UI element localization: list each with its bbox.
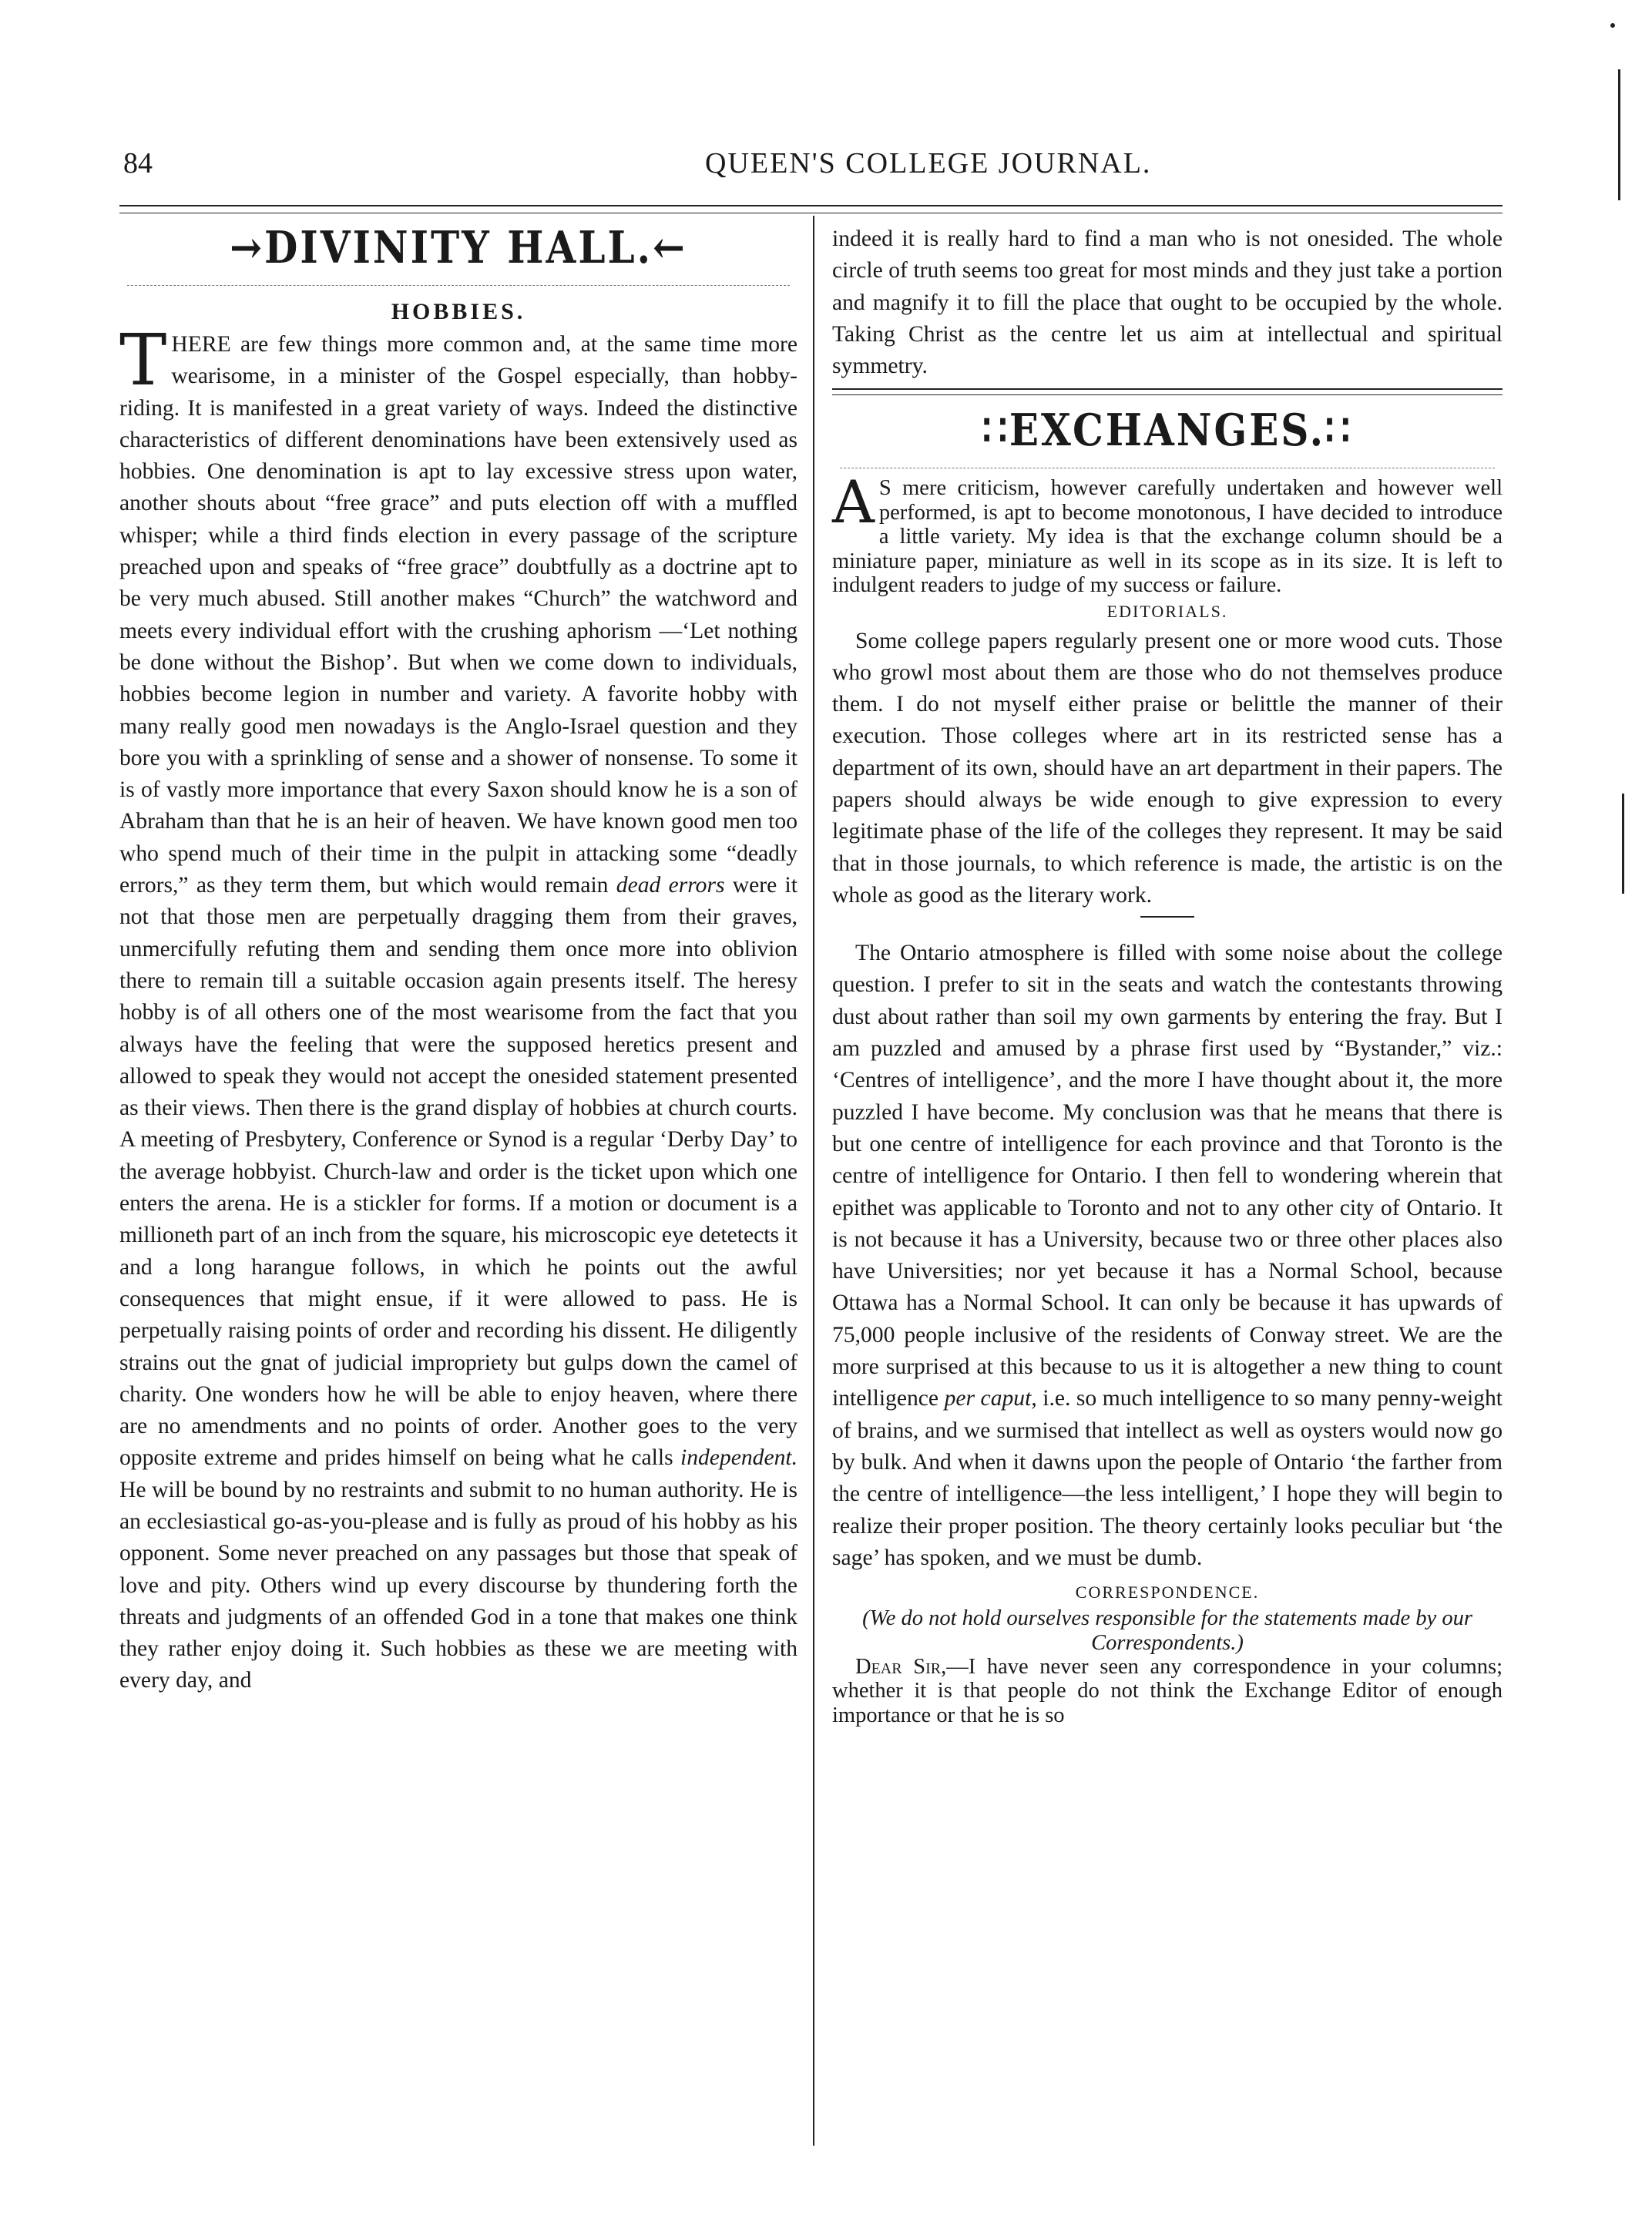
- hobbies-italic-2: independent.: [680, 1445, 797, 1471]
- hobbies-continuation: indeed it is really hard to find a man who is not onesided. The whole circle of truth seems too great for most minds and they just take a portion and magnify it to fill the place that ought to be occupied by the whole. Taking Christ as the centre let us aim at intellectual and spiritual symmetry.: [832, 227, 1503, 379]
- letter-text: —I have never seen any correspondence in your columns; whether it is that people do not think the Exchange Editor of enough importance or that he is so: [832, 1654, 1503, 1727]
- section-separator-top: [832, 388, 1503, 390]
- correspondence-heading: CORRESPONDENCE.: [1075, 1582, 1260, 1602]
- short-divider-rule: [1140, 916, 1194, 918]
- editorials-p2-italic: per caput,: [944, 1386, 1037, 1411]
- header-rule-top: [119, 205, 1503, 206]
- exchanges-heading: ∷EXCHANGES.∷: [982, 404, 1352, 457]
- editorials-paragraph-2: [832, 938, 1503, 1574]
- margin-mark-right-middle: [1622, 794, 1624, 894]
- page-header: [123, 146, 1503, 193]
- editorials-p2-text-1: The Ontario atmosphere is filled with some noise about the college question. I prefer to sit in the seats and watch the contestants throwing dust about rather than soil my own garments by entering the fray. But I am puzzled and amused by a phrase first used by “Bystander,” viz.: ‘Centres of intelligence’, and the more I have thought about it, the more puzzled I have become. My conclusion was that he means that there is but one centre of intelligence for each province and that Toronto is the centre of intelligence for Ontario. I then fell to wondering wherein that epithet was applicable to Toronto and not to any other city of Ontario. It is not because it has a University, because two or three other places also have Universities; nor yet because it has a Normal School, because Ottawa has a Normal School. It can only be because it has upwards of 75,000 people inclusive of the residents of Conway street. We are the more surprised at this because to us it is altogether a new thing to count intelligence: [832, 941, 1503, 1411]
- hobbies-text-1: HERE are few things more common and, at the same time more wearisome, in a minister of the Gospel especially, than hobby-riding. It is manifested in a great variety of ways. Indeed the distinctive characteristics of different denominations have been extensively used as hobbies. One denomination is apt to lay excessive stress upon water, another shouts about “free grace” and puts election off with a muffled whisper; while a third finds election in every passage of the scripture preached upon and speaks of “free grace” doubtfully as a doctrine apt to be very much abused. Still another makes “Church” the watchword and meets every individual effort with the crushing aphorism —‘Let nothing be done without the Bishop’. But when we come down to individuals, hobbies become legion in number and variety. A favorite hobby with many really good men nowadays is the Anglo-Israel question and they bore you with a sprinkling of sense and a shower of nonsense. To some it is of vastly more importance that every Saxon should know he is a son of Abraham than that he is an heir of heaven. We have known good men too who spend much of their time in the pulpit in attacking some “deadly errors,” as they term them, but which would remain: [119, 332, 797, 898]
- page-number: 84: [123, 147, 153, 180]
- hobbies-article: [119, 319, 797, 1697]
- exchanges-dropcap: A: [832, 468, 875, 537]
- editorials-heading: EDITORIALS.: [1106, 601, 1228, 621]
- column-divider: [813, 216, 814, 2146]
- hobbies-subheading: HOBBIES.: [391, 299, 526, 324]
- right-column: [832, 223, 1503, 1727]
- letter-salutation: Dear Sir,: [855, 1654, 947, 1679]
- divinity-heading-rule: [127, 285, 790, 286]
- hobbies-dropcap: T: [119, 319, 167, 401]
- journal-title: QUEEN'S COLLEGE JOURNAL.: [705, 147, 1152, 180]
- editorials-paragraph-1: Some college papers regularly present one or more wood cuts. Those who growl most about them are those who do not themselves produce them. I do not myself either praise or belittle the manner of their execution. Those colleges where art in its restricted sense has a department of its own, should have an art department in their papers. The papers should always be wide enough to give expression to every legitimate phase of the life of the colleges they represent. It may be said that in those journals, to which reference is made, the artistic is on the whole as good as the literary work.: [832, 628, 1503, 908]
- exchanges-intro: [832, 468, 1503, 598]
- correspondence-note: (We do not hold ourselves responsible for the statements made by our Correspondents.): [862, 1606, 1472, 1655]
- editorials-p2-text-2: i.e. so much intelligence to so many penny-weight of brains, and we surmised that intellect as well as oysters would now go by bulk. And when it dawns upon the people of Ontario ‘the farther from the centre of intelligence—the less intelligent,’ I hope they will begin to realize their proper position. The theory certainly looks peculiar but ‘the sage’ has spoken, and we must be dumb.: [832, 1386, 1503, 1570]
- correspondence-letter: [832, 1655, 1503, 1727]
- hobbies-italic-1: dead errors: [616, 873, 725, 898]
- exchanges-intro-text: S mere criticism, however carefully undertaken and however well performed, is apt to become monotonous, I have decided to introduce a little variety. My idea is that the exchange column should be a miniature paper, miniature as well in its scope as in its size. It is left to indulgent readers to judge of my success or failure.: [832, 476, 1503, 598]
- margin-mark-right-top: [1618, 69, 1620, 200]
- divinity-hall-heading: →DIVINITY HALL.←: [230, 220, 687, 274]
- margin-mark-dot: [1610, 23, 1615, 28]
- hobbies-text-3: He will be bound by no restraints and submit to no human authority. He is an ecclesiastical go-as-you-please and is fully as proud of his hobby as his opponent. Some never preached on any passages but those that speak of love and pity. Others wind up every discourse by thundering forth the threats and judgments of an offended God in a tone that makes one think they rather enjoy doing it. Such hobbies as these we are meeting with every day, and: [119, 1477, 797, 1693]
- section-separator-bottom: [832, 394, 1503, 395]
- left-column: [119, 220, 797, 1697]
- hobbies-text-2: were it not that those men are perpetually dragging them from their graves, unmercifully refuting them and sending them once more into oblivion there to remain till a suitable occasion again presents itself. The heresy hobby is of all others one of the most wearisome from the fact that you always have the feeling that were the supposed heretics present and allowed to speak they would not accept the onesided statement presented as their views. Then there is the grand display of hobbies at church courts. A meeting of Presbytery, Conference or Synod is a regular ‘Derby Day’ to the average hobbyist. Church-law and order is the ticket upon which one enters the arena. He is a stickler for forms. If a motion or document is a millioneth part of an inch from the square, his microscopic eye detetects it and a long harangue follows, in which he points out the awful consequences that might ensue, if it were allowed to pass. He is perpetually raising points of order and recording his dissent. He diligently strains out the gnat of judicial impropriety but gulps down the camel of charity. One wonders how he will be able to enjoy heaven, where there are no amendments and no points of order. Another goes to the very opposite extreme and prides himself on being what he calls: [119, 873, 797, 1471]
